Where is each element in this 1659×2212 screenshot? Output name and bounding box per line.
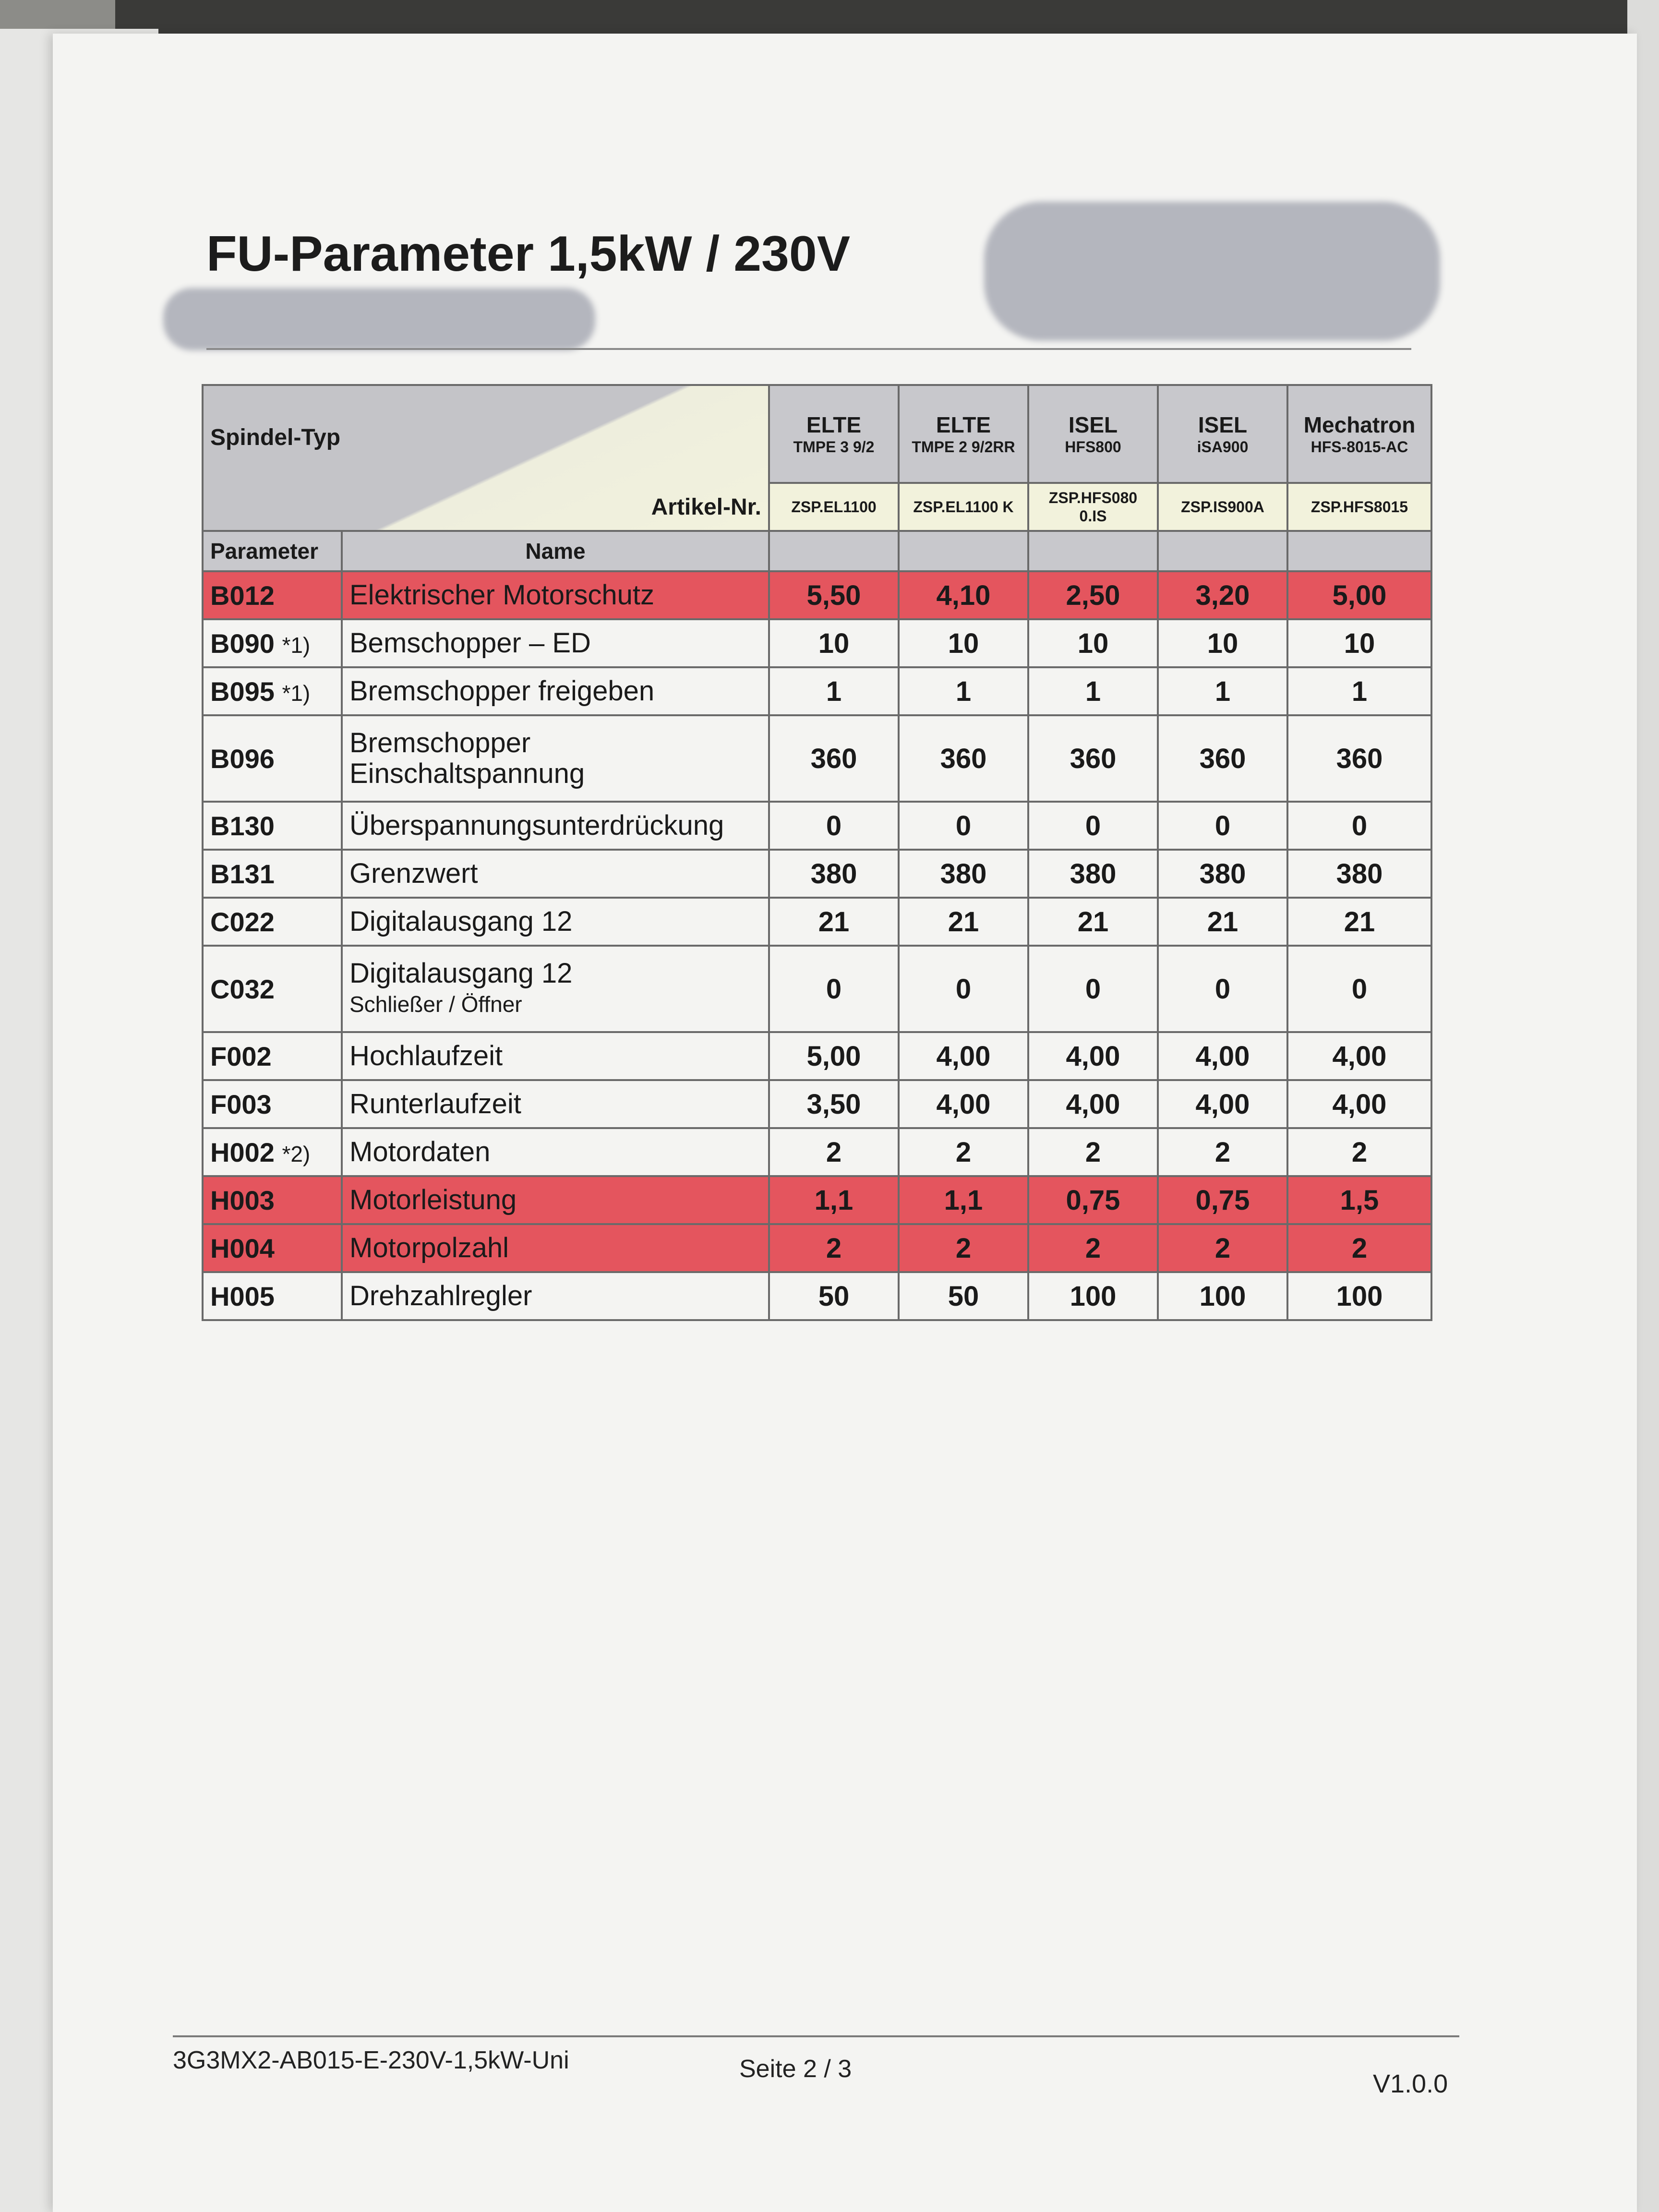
parameter-name: Motorpolzahl <box>342 1224 769 1272</box>
parameter-value: 4,00 <box>899 1080 1028 1128</box>
parameter-value: 360 <box>1287 715 1431 802</box>
parameter-value: 100 <box>1287 1272 1431 1320</box>
parameter-code: B090 *1) <box>203 619 342 667</box>
parameter-value: 380 <box>1287 850 1431 898</box>
parameter-name: Bremschopper freigeben <box>342 667 769 715</box>
parameter-name: Runterlaufzeit <box>342 1080 769 1128</box>
parameter-value: 0 <box>899 946 1028 1032</box>
parameter-value: 0 <box>1028 946 1158 1032</box>
parameter-name: Bemschopper – ED <box>342 619 769 667</box>
table-row <box>203 667 1431 715</box>
table-row <box>203 1176 1431 1224</box>
parameter-value: 2 <box>1287 1224 1431 1272</box>
parameter-column-header: Parameter <box>203 531 342 571</box>
parameter-table <box>202 384 1432 1321</box>
parameter-value: 0,75 <box>1028 1176 1158 1224</box>
parameter-value: 360 <box>899 715 1028 802</box>
article-number: ZSP.IS900A <box>1158 483 1287 531</box>
spindle-header: ISEL iSA900 <box>1158 385 1287 483</box>
parameter-value: 100 <box>1158 1272 1287 1320</box>
parameter-value: 1 <box>1158 667 1287 715</box>
article-number: ZSP.EL1100 <box>769 483 899 531</box>
parameter-name: Digitalausgang 12 Schließer / Öffner <box>342 946 769 1032</box>
parameter-value: 21 <box>1287 898 1431 946</box>
parameter-value: 10 <box>1287 619 1431 667</box>
parameter-name: Digitalausgang 12 <box>342 898 769 946</box>
parameter-value: 21 <box>769 898 899 946</box>
parameter-value: 360 <box>1158 715 1287 802</box>
parameter-name: Motordaten <box>342 1128 769 1176</box>
parameter-code: H002 *2) <box>203 1128 342 1176</box>
parameter-name: Grenzwert <box>342 850 769 898</box>
table-row <box>203 802 1431 850</box>
parameter-value: 2 <box>1028 1224 1158 1272</box>
parameter-value: 0 <box>769 946 899 1032</box>
table-row <box>203 898 1431 946</box>
parameter-value: 2 <box>1287 1128 1431 1176</box>
spindle-header: ISEL HFS800 <box>1028 385 1158 483</box>
parameter-value: 360 <box>1028 715 1158 802</box>
parameter-value: 50 <box>769 1272 899 1320</box>
parameter-code: B012 <box>203 571 342 619</box>
parameter-value: 1,1 <box>769 1176 899 1224</box>
parameter-value: 50 <box>899 1272 1028 1320</box>
parameter-name: Bremschopper Einschaltspannung <box>342 715 769 802</box>
parameter-value: 0 <box>1158 946 1287 1032</box>
parameter-value: 4,00 <box>1287 1032 1431 1080</box>
header-spacer <box>899 531 1028 571</box>
parameter-value: 0 <box>769 802 899 850</box>
redacted-subtitle <box>163 288 595 350</box>
parameter-name: Überspannungsunterdrückung <box>342 802 769 850</box>
parameter-value: 380 <box>769 850 899 898</box>
redacted-logo <box>984 202 1440 341</box>
table-row <box>203 571 1431 619</box>
footnote-marker: *2) <box>282 1141 311 1166</box>
parameter-value: 10 <box>1158 619 1287 667</box>
parameter-value: 100 <box>1028 1272 1158 1320</box>
spindle-type-label: Spindel-Typ <box>210 425 341 450</box>
parameter-code: B095 *1) <box>203 667 342 715</box>
header-spacer <box>1028 531 1158 571</box>
parameter-value: 2 <box>899 1224 1028 1272</box>
parameter-value: 1 <box>1028 667 1158 715</box>
table-row <box>203 850 1431 898</box>
parameter-value: 380 <box>899 850 1028 898</box>
footer-page-number: Seite 2 / 3 <box>739 2055 852 2083</box>
parameter-value: 5,00 <box>1287 571 1431 619</box>
article-number: ZSP.HFS080 0.IS <box>1028 483 1158 531</box>
parameter-value: 2 <box>899 1128 1028 1176</box>
article-number: ZSP.HFS8015 <box>1287 483 1431 531</box>
table-row <box>203 715 1431 802</box>
header-spacer <box>1158 531 1287 571</box>
parameter-value: 4,00 <box>1287 1080 1431 1128</box>
table-row <box>203 1224 1431 1272</box>
parameter-value: 5,50 <box>769 571 899 619</box>
header-spacer <box>769 531 899 571</box>
parameter-value: 360 <box>769 715 899 802</box>
parameter-code: B131 <box>203 850 342 898</box>
parameter-value: 21 <box>1028 898 1158 946</box>
parameter-value: 2 <box>1158 1128 1287 1176</box>
article-number: ZSP.EL1100 K <box>899 483 1028 531</box>
table-row <box>203 946 1431 1032</box>
parameter-value: 0 <box>899 802 1028 850</box>
footnote-marker: *1) <box>282 632 311 658</box>
parameter-value: 380 <box>1028 850 1158 898</box>
table-row <box>203 1080 1431 1128</box>
parameter-value: 1 <box>899 667 1028 715</box>
footer-document-id: 3G3MX2-AB015-E-230V-1,5kW-Uni <box>173 2046 569 2074</box>
name-column-header: Name <box>342 531 769 571</box>
parameter-code: C022 <box>203 898 342 946</box>
parameter-value: 4,00 <box>899 1032 1028 1080</box>
parameter-name: Elektrischer Motorschutz <box>342 571 769 619</box>
parameter-value: 2 <box>769 1224 899 1272</box>
table-header-corner <box>203 385 769 531</box>
parameter-value: 4,00 <box>1028 1080 1158 1128</box>
parameter-code: H003 <box>203 1176 342 1224</box>
parameter-value: 5,00 <box>769 1032 899 1080</box>
parameter-value: 1 <box>1287 667 1431 715</box>
parameter-value: 0 <box>1158 802 1287 850</box>
parameter-value: 380 <box>1158 850 1287 898</box>
footer-version: V1.0.0 <box>1373 2069 1448 2098</box>
spindle-header: Mechatron HFS-8015-AC <box>1287 385 1431 483</box>
header-spacer <box>1287 531 1431 571</box>
table-row <box>203 1272 1431 1320</box>
parameter-value: 2 <box>769 1128 899 1176</box>
parameter-name-detail: Schließer / Öffner <box>349 992 522 1017</box>
parameter-value: 4,00 <box>1028 1032 1158 1080</box>
parameter-value: 3,50 <box>769 1080 899 1128</box>
parameter-value: 0 <box>1287 802 1431 850</box>
parameter-value: 1 <box>769 667 899 715</box>
parameter-code: F002 <box>203 1032 342 1080</box>
parameter-value: 4,00 <box>1158 1080 1287 1128</box>
parameter-value: 1,1 <box>899 1176 1028 1224</box>
parameter-value: 1,5 <box>1287 1176 1431 1224</box>
parameter-value: 0,75 <box>1158 1176 1287 1224</box>
parameter-value: 3,20 <box>1158 571 1287 619</box>
parameter-code: F003 <box>203 1080 342 1128</box>
parameter-value: 4,00 <box>1158 1032 1287 1080</box>
title-divider <box>206 348 1411 350</box>
document-title: FU-Parameter 1,5kW / 230V <box>206 226 851 282</box>
parameter-value: 0 <box>1287 946 1431 1032</box>
parameter-name: Motorleistung <box>342 1176 769 1224</box>
parameter-value: 2 <box>1028 1128 1158 1176</box>
parameter-value: 0 <box>1028 802 1158 850</box>
background-strip <box>115 0 1659 38</box>
parameter-code: H005 <box>203 1272 342 1320</box>
table-row <box>203 1128 1431 1176</box>
parameter-value: 10 <box>1028 619 1158 667</box>
parameter-value: 10 <box>769 619 899 667</box>
parameter-value: 10 <box>899 619 1028 667</box>
parameter-value: 21 <box>1158 898 1287 946</box>
table-row <box>203 1032 1431 1080</box>
parameter-value: 2,50 <box>1028 571 1158 619</box>
parameter-value: 4,10 <box>899 571 1028 619</box>
parameter-value: 2 <box>1158 1224 1287 1272</box>
spindle-header: ELTE TMPE 3 9/2 <box>769 385 899 483</box>
spindle-header: ELTE TMPE 2 9/2RR <box>899 385 1028 483</box>
parameter-code: B130 <box>203 802 342 850</box>
footer-divider <box>173 2035 1459 2037</box>
parameter-code: B096 <box>203 715 342 802</box>
parameter-name: Hochlaufzeit <box>342 1032 769 1080</box>
footnote-marker: *1) <box>282 680 311 706</box>
parameter-code: C032 <box>203 946 342 1032</box>
article-number-label: Artikel-Nr. <box>651 494 761 520</box>
parameter-value: 21 <box>899 898 1028 946</box>
table-row <box>203 619 1431 667</box>
parameter-name: Drehzahlregler <box>342 1272 769 1320</box>
parameter-code: H004 <box>203 1224 342 1272</box>
